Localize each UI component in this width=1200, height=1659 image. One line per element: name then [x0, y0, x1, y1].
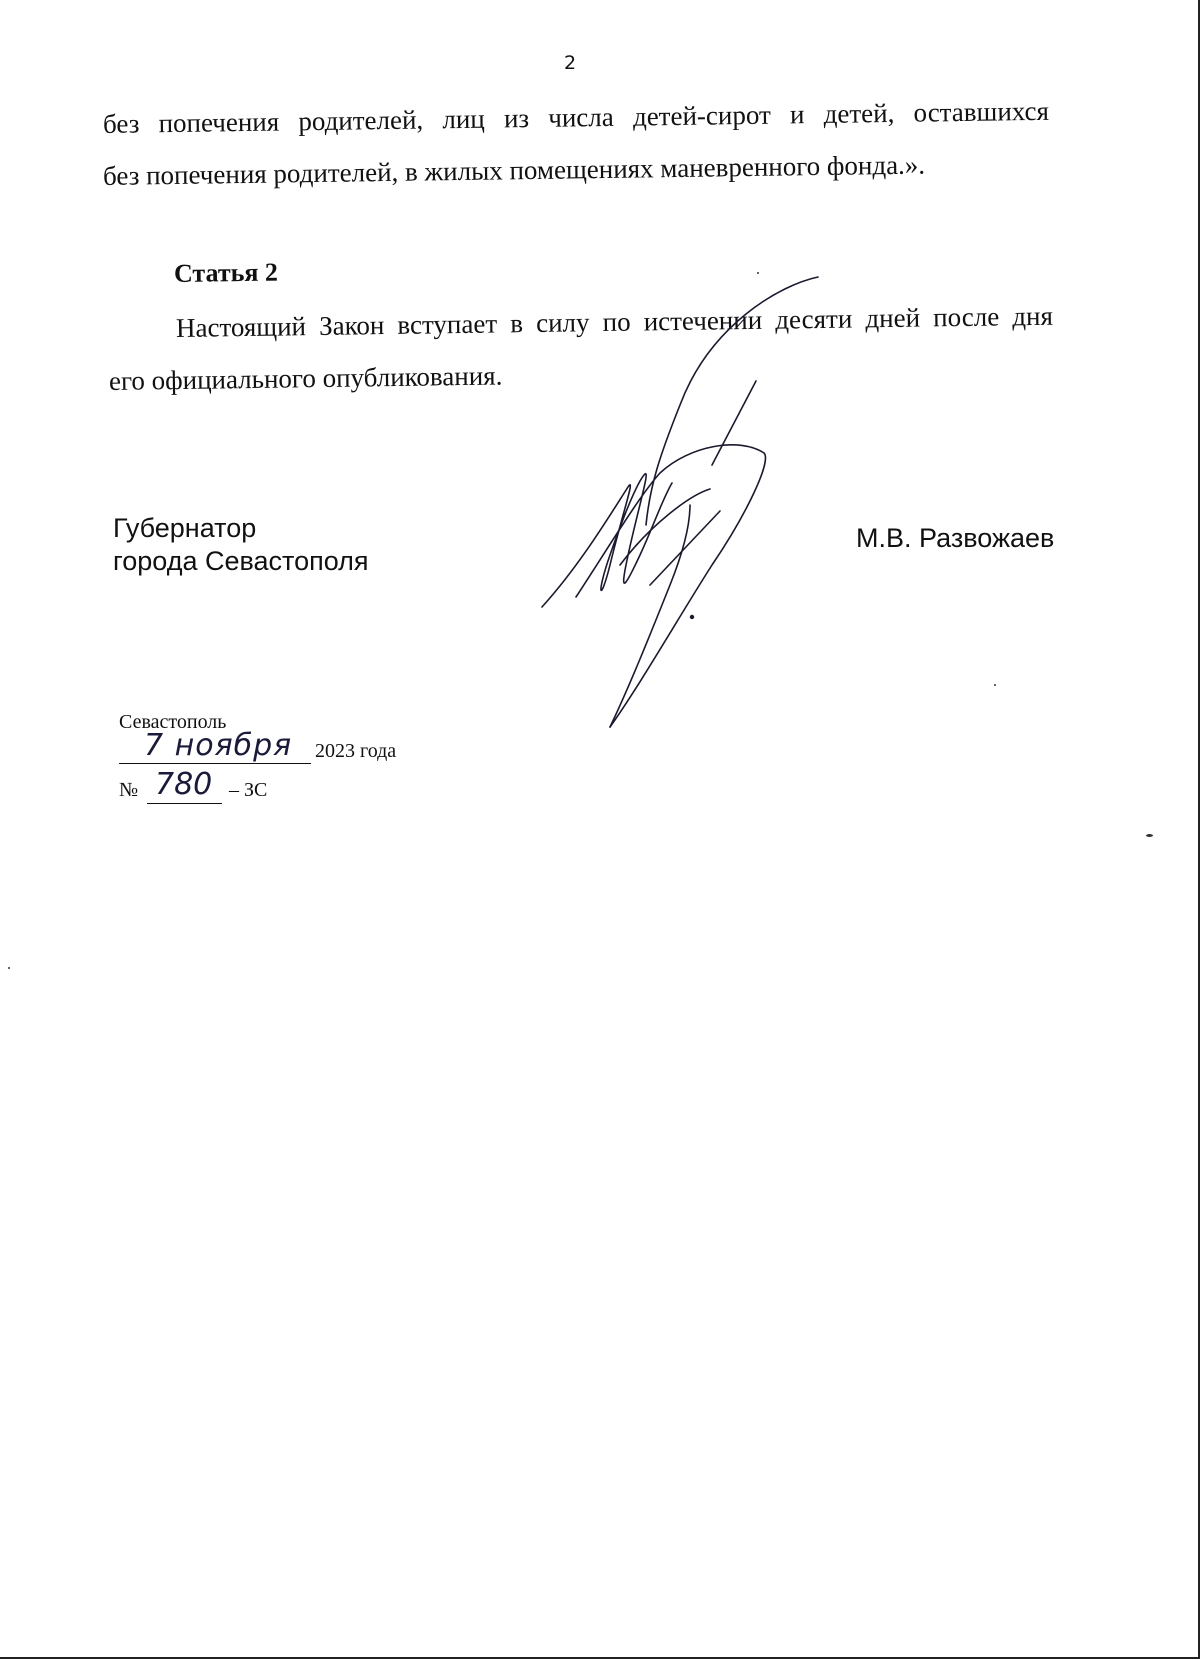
paragraph-line: без попечения родителей, лиц из числа детей-сирот и детей, оставшихся: [102, 95, 1050, 139]
scan-speck: [757, 272, 759, 274]
date-year: 2023 года: [315, 740, 397, 762]
paragraph-line: его официального опубликования.: [108, 360, 503, 396]
signatory-name: М.В. Развожаев: [856, 523, 1055, 553]
page-number: 2: [563, 52, 577, 74]
article-title: Статья 2: [173, 257, 279, 288]
city-label: Севастополь: [119, 711, 227, 733]
paragraph-line: Настоящий Закон вступает в силу по истечении десяти дней после дня: [175, 300, 1054, 343]
handwritten-date: 7 ноября: [144, 728, 293, 763]
scan-speck: [8, 967, 10, 969]
number-sign: №: [119, 779, 139, 801]
signatory-position: Губернатор: [113, 513, 257, 543]
scan-speck: [994, 684, 996, 686]
signatory-position: города Севастополя: [113, 546, 369, 576]
number-underline: [147, 803, 222, 804]
scan-speck: [1146, 834, 1153, 837]
number-suffix: – ЗС: [229, 779, 268, 801]
paragraph-line: без попечения родителей, в жилых помещениях маневренного фонда.».: [102, 149, 926, 191]
handwritten-number: 780: [155, 767, 213, 802]
law-number: [119, 767, 319, 805]
date-underline: [119, 763, 311, 764]
handwritten-signature: [540, 265, 820, 735]
